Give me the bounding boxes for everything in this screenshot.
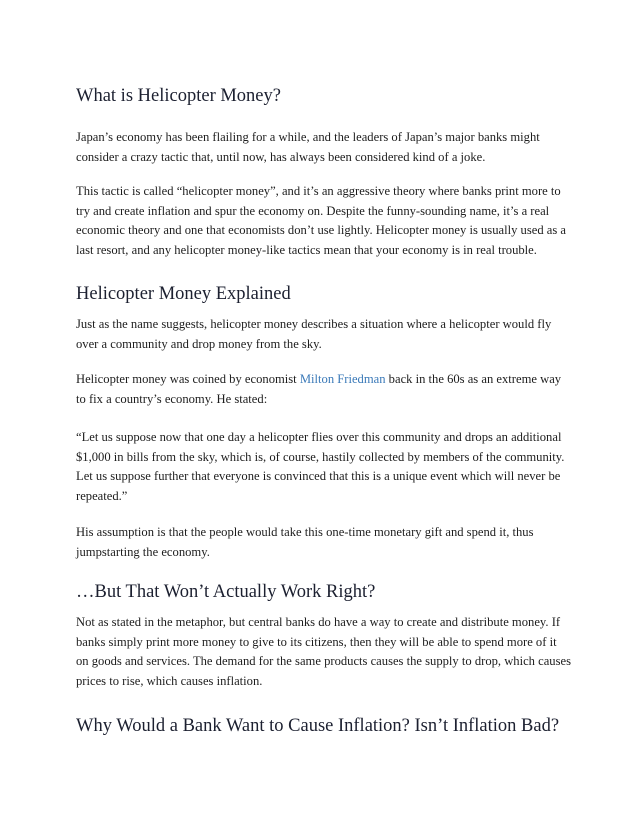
paragraph-coined-by-friedman <box>76 370 572 409</box>
paragraph-japan-economy: Japan’s economy has been flailing for a while, and the leaders of Japan’s major banks might consider a crazy tactic that, until now, has always been considered kind of a joke. <box>76 130 540 164</box>
quote-friedman: “Let us suppose now that one day a helicopter flies over this community and drops an additional $1,000 in bills from the sky, which is, of course, hastily collected by members of the community. Let us suppose further that everyone is convinced that this is a unique event which will never be repeated.” <box>76 430 565 503</box>
heading-wont-actually-work: …But That Won’t Actually Work Right? <box>76 582 376 602</box>
paragraph-assumption: His assumption is that the people would take this one-time monetary gift and spend it, thus jumpstarting the economy. <box>76 525 534 559</box>
heading-helicopter-money-explained: Helicopter Money Explained <box>76 284 291 304</box>
heading-what-is-helicopter-money: What is Helicopter Money? <box>76 86 281 106</box>
paragraph-name-suggests: Just as the name suggests, helicopter money describes a situation where a helicopter would fly over a community and drop money from the sky. <box>76 317 552 351</box>
paragraph-text-after-link: back in the 60s as an extreme way to fix a country’s economy. He stated: <box>76 372 562 406</box>
milton-friedman-link[interactable]: Milton Friedman <box>299 372 386 386</box>
paragraph-text-before-link: Helicopter money was coined by economist <box>76 372 300 386</box>
paragraph-central-banks: Not as stated in the metaphor, but central banks do have a way to create and distribute money. If banks simply print more money to give to its citizens, then they will be able to spend more of it on goods and services. The demand for the same products causes the supply to drop, which causes prices to rise, which causes inflation. <box>76 615 571 688</box>
heading-why-cause-inflation: Why Would a Bank Want to Cause Inflation? Isn’t Inflation Bad? <box>76 716 560 736</box>
paragraph-tactic-description: This tactic is called “helicopter money”, and it’s an aggressive theory where banks print more to try and create inflation and spur the economy on. Despite the funny-sounding name, it’s a real economic theory and one that economists don’t use lightly. Helicopter money is usually used as a last resort, and any helicopter money-like tactics mean that your economy is in real trouble. <box>76 184 566 257</box>
